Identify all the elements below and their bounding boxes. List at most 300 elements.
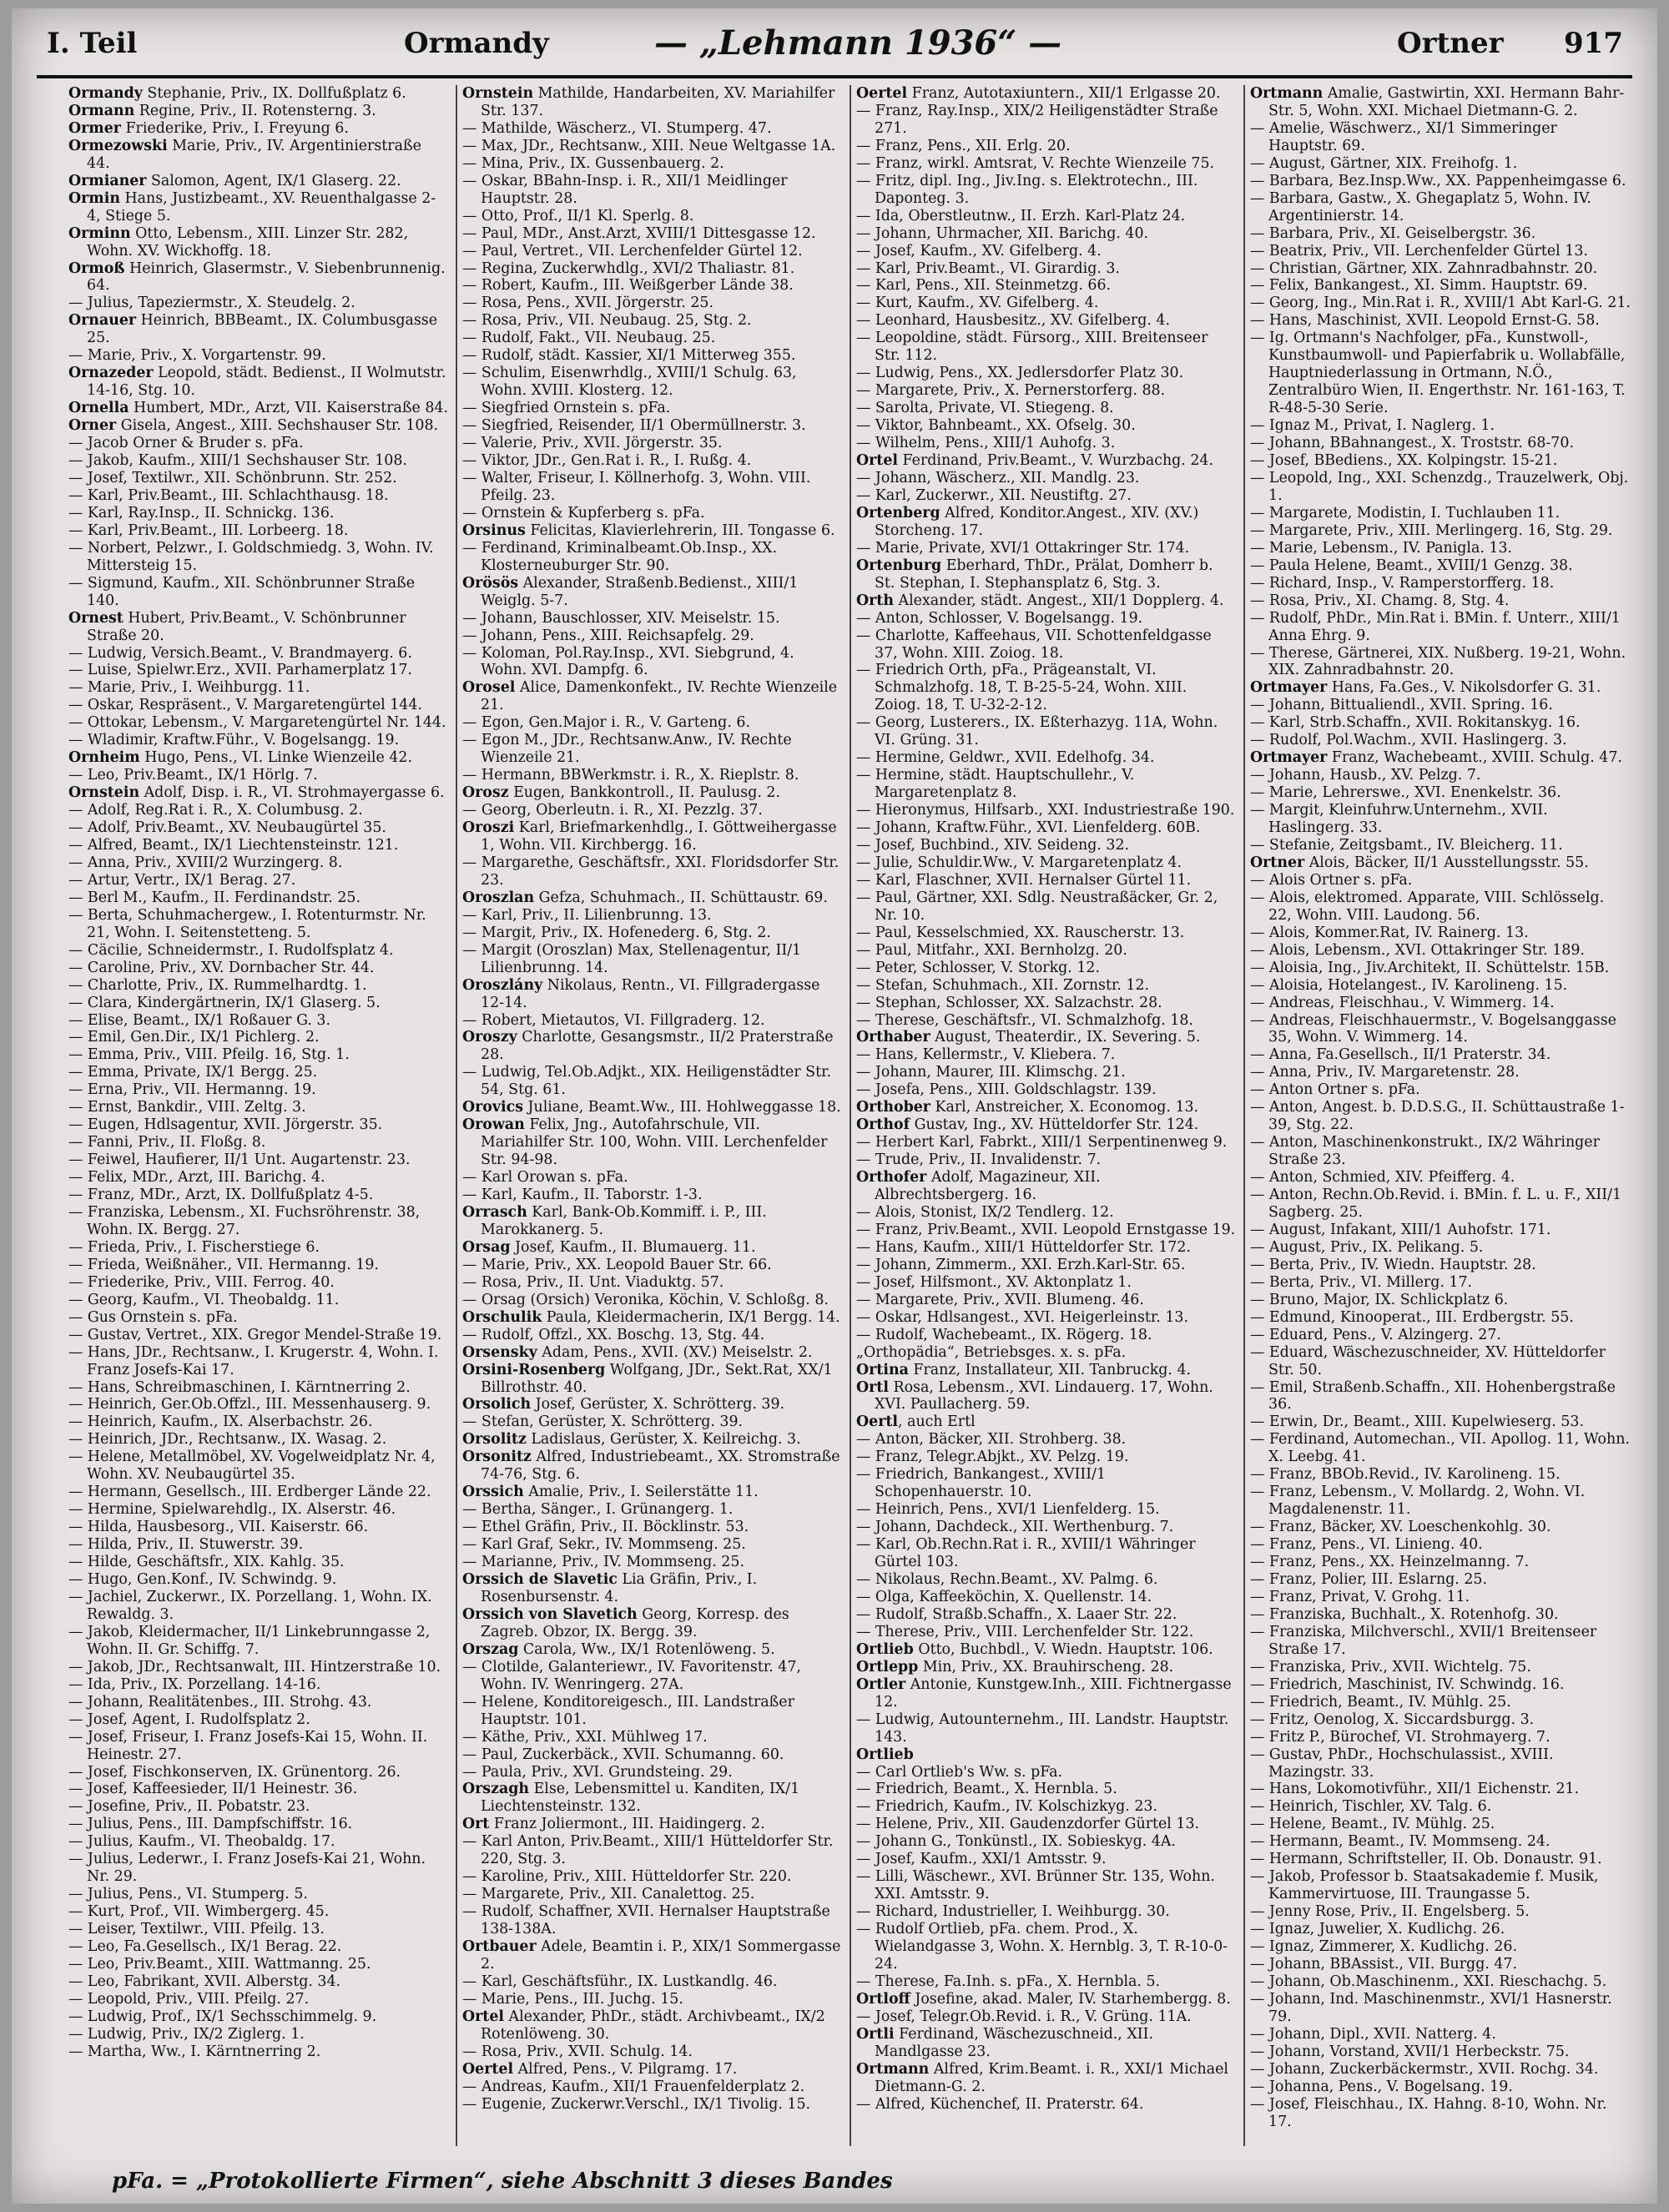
directory-entry: [1250, 1274, 1631, 1292]
entry-text: — Luise, Spielwr.Erz., XVII. Parhamerplatz 17.: [68, 662, 412, 679]
entry-text: — Schulim, Eisenwrhdlg., XVIII/1 Schulg. 63, Wohn. XVIII. Klosterg. 12.: [462, 365, 797, 400]
directory-entry: [462, 225, 843, 243]
directory-entry: [68, 1554, 449, 1571]
directory-entry: [462, 1641, 843, 1659]
directory-entry: [462, 802, 843, 819]
entry-text: — Georg, Lusterers., IX. Eßterhazyg. 11A, Wohn. VI. Grüng. 31.: [856, 714, 1218, 749]
entry-text: — Hugo, Gen.Konf., IV. Schwindg. 9.: [68, 1571, 337, 1589]
entry-surname: Ortenberg: [856, 504, 940, 522]
entry-surname: Ortlepp: [856, 1658, 919, 1675]
directory-entry: [462, 1099, 843, 1116]
entry-text: — Max, JDr., Rechtsanw., XIII. Neue Weltgasse 1A.: [462, 137, 836, 154]
entry-text: — Stefan, Gerüster, X. Schrötterg. 39.: [462, 1413, 744, 1431]
directory-entry: [1250, 1729, 1631, 1746]
directory-entry: [68, 1676, 449, 1694]
directory-entry: [1250, 1711, 1631, 1729]
directory-entry: [462, 2096, 843, 2114]
directory-entry: [462, 1659, 843, 1694]
entry-text: — Paul, Vertret., VII. Lerchenfelder Gürtel 12.: [462, 242, 803, 259]
directory-entry: [68, 85, 449, 103]
entry-text: — Johann, Realitätenbes., III. Strohg. 43.: [68, 1693, 372, 1711]
directory-entry: [1250, 1676, 1631, 1694]
directory-entry: [462, 435, 843, 452]
entry-text: — Jacob Orner & Bruder s. pFa.: [68, 435, 304, 452]
directory-entry: [462, 1746, 843, 1764]
directory-entry: [1250, 505, 1631, 522]
directory-entry: [856, 610, 1237, 627]
entry-text: — Gustav, Vertret., XIX. Gregor Mendel-Straße 19.: [68, 1326, 442, 1343]
directory-entry: [1250, 732, 1631, 749]
entry-text: — Rosa, Priv., XI. Chamg. 8, Stg. 4.: [1250, 592, 1510, 609]
entry-text: — Therese, Gärtnerei, XIX. Nußberg. 19-21, Wohn. XIX. Zahnradbahnstr. 20.: [1250, 644, 1626, 679]
entry-text: — Marie, Priv., X. Vorgartenstr. 99.: [68, 347, 326, 365]
entry-text: — Franz, BBOb.Revid., IV. Karolineng. 15.: [1250, 1466, 1561, 1484]
directory-entry: [68, 714, 449, 732]
directory-entry: [1250, 2078, 1631, 2096]
directory-entry: [68, 1764, 449, 1781]
directory-entry: [856, 889, 1237, 925]
entry-text: — Charlotte, Priv., IX. Rummelhardtg. 1.: [68, 976, 367, 994]
directory-entry: [856, 1711, 1237, 1746]
entry-text: — Ludwig, Priv., IX/2 Ziglerg. 1.: [68, 2025, 305, 2043]
entry-text: — Aloisia, Hotelangest., IV. Karolineng. 15.: [1250, 976, 1568, 994]
entry-text: — Beatrix, Priv., VII. Lerchenfelder Gürtel 13.: [1250, 242, 1588, 259]
directory-entry: [68, 1169, 449, 1187]
directory-entry: [68, 540, 449, 575]
directory-entry: [68, 1396, 449, 1413]
directory-entry: [462, 767, 843, 784]
directory-entry: [462, 1833, 843, 1868]
entry-text: — Franz, Lebensm., V. Mollardg. 2, Wohn. VI. Magdalenenstr. 11.: [1250, 1484, 1586, 1519]
entry-text: — Jakob, Kleidermacher, II/1 Linkebrunngasse 2, Wohn. II. Gr. Schiffg. 7.: [68, 1623, 431, 1658]
entry-surname: Ort: [462, 1816, 490, 1833]
entry-text: — Paul, Kesselschmied, XX. Rauscherstr. 13.: [856, 924, 1185, 941]
directory-entry: [462, 2043, 843, 2061]
directory-entry: [1250, 960, 1631, 977]
entry-surname: Ormin: [68, 189, 120, 207]
directory-entry: [1250, 1868, 1631, 1903]
directory-entry: [68, 1099, 449, 1116]
directory-entry: [856, 2096, 1237, 2114]
directory-entry: [68, 1536, 449, 1554]
entry-text: — Artur, Vertr., IX/1 Berag. 27.: [68, 871, 296, 889]
entry-text: Felix, Jng., Autofahrschule, VII. Mariahilfer Str. 100, Wohn. VIII. Lerchenfelder Str. 94-98.: [481, 1116, 828, 1169]
entry-text: — Franz, Polier, III. Eslarng. 25.: [1250, 1571, 1487, 1589]
entry-text: Mathilde, Handarbeiten, XV. Mariahilfer Str. 137.: [481, 85, 835, 119]
entry-text: Carola, Ww., IX/1 Rotenlöweng. 5.: [518, 1640, 775, 1658]
directory-entry: [856, 1116, 1237, 1134]
entry-text: — Gustav, PhDr., Hochschulassist., XVIII. Mazingstr. 33.: [1250, 1746, 1554, 1781]
directory-entry: [462, 714, 843, 732]
entry-text: Karl, Anstreicher, X. Economog. 13.: [930, 1099, 1199, 1116]
directory-entry: [68, 1081, 449, 1099]
directory-entry: [462, 1536, 843, 1554]
directory-entry: [68, 1938, 449, 1956]
directory-entry: [68, 1659, 449, 1676]
directory-entry: [68, 347, 449, 365]
entry-text: — Berta, Priv., VI. Millerg. 17.: [1250, 1273, 1473, 1291]
entry-text: — Andreas, Kaufm., XII/1 Frauenfelderplatz 2.: [462, 2078, 805, 2095]
directory-entry: [68, 225, 449, 260]
directory-entry: [462, 645, 843, 680]
entry-text: — Johann G., Tonkünstl., IX. Sobieskyg. 4A.: [856, 1833, 1176, 1851]
column-1: [68, 85, 449, 2171]
directory-entry: [68, 1519, 449, 1536]
directory-entry: [856, 277, 1237, 295]
entry-text: Nikolaus, Rentn., VI. Fillgradergasse 12-14.: [481, 976, 820, 1011]
entry-text: — Karl, Priv.Beamt., III. Lorbeerg. 18.: [68, 522, 349, 539]
entry-text: Charlotte, Gesangsmstr., II/2 Praterstraße 28.: [481, 1029, 834, 1064]
entry-text: Franz Joliermont., III. Haidingerg. 2.: [489, 1816, 765, 1833]
entry-surname: Orthaber: [856, 1029, 930, 1046]
entry-text: — Martha, Ww., I. Kärntnerring 2.: [68, 2043, 321, 2060]
entry-text: — Jakob, Kaufm., XIII/1 Sechshauser Str. 108.: [68, 452, 407, 470]
directory-entry: [462, 907, 843, 925]
entry-text: Salomon, Agent, IX/1 Glaserg. 22.: [146, 172, 401, 189]
directory-entry: [1250, 977, 1631, 995]
running-title: — „Lehmann 1936“ —: [654, 23, 1062, 63]
directory-entry: [462, 1991, 843, 2008]
directory-entry: [1250, 1798, 1631, 1816]
entry-text: — Hilda, Hausbesorg., VII. Kaiserstr. 66.: [68, 1519, 369, 1536]
directory-entry: [1250, 243, 1631, 260]
entry-text: — Margarete, Priv., XIII. Merlingerg. 16, Stg. 29.: [1250, 522, 1613, 539]
entry-text: — Julie, Schuldir.Ww., V. Margaretenplatz 4.: [856, 854, 1182, 871]
directory-entry: [68, 995, 449, 1012]
entry-text: — Johann, BBahnangest., X. Troststr. 68-70.: [1250, 435, 1574, 452]
entry-text: — Anton, Schmied, XIV. Pfeifferg. 4.: [1250, 1169, 1515, 1187]
entry-text: — Jakob, JDr., Rechtsanwalt, III. Hintzerstraße 10.: [68, 1658, 441, 1675]
entry-surname: Ornauer: [68, 312, 137, 330]
directory-entry: [68, 1798, 449, 1816]
entry-text: — Georg, Oberleutn. i. R., XI. Pezzlg. 37.: [462, 802, 763, 819]
directory-entry: [856, 1903, 1237, 1921]
directory-entry: [68, 1379, 449, 1397]
entry-text: — Hermine, Geldwr., XVII. Edelhofg. 34.: [856, 749, 1155, 767]
entry-text: — Hilda, Priv., II. Stuwerstr. 39.: [68, 1536, 304, 1554]
directory-entry: [1250, 85, 1631, 120]
entry-text: — Franz, Pens., VI. Linieng. 40.: [1250, 1536, 1483, 1554]
directory-entry: [856, 925, 1237, 942]
entry-text: Gefza, Schuhmach., II. Schüttaustr. 69.: [534, 889, 828, 906]
directory-entry: [1250, 1379, 1631, 1414]
entry-text: — Paul, Mitfahr., XXI. Bernholzg. 20.: [856, 941, 1127, 959]
directory-entry: [462, 1938, 843, 1973]
entry-text: Adele, Beamtin i. P., XIX/1 Sommergasse 2.: [481, 1938, 841, 1973]
entry-text: — Johann, Dachdeck., XII. Werthenburg. 7.: [856, 1519, 1174, 1536]
directory-entry: [462, 1886, 843, 1903]
entry-text: — Karoline, Priv., XIII. Hütteldorfer Str. 220.: [462, 1868, 792, 1886]
directory-entry: [1250, 1571, 1631, 1589]
directory-entry: [68, 2008, 449, 2026]
entry-text: — Kurt, Prof., VII. Wimbergerg. 45.: [68, 1903, 330, 1921]
directory-entry: [856, 1991, 1237, 2008]
directory-entry: [856, 1169, 1237, 1204]
entry-text: — Ludwig, Tel.Ob.Adjkt., XIX. Heiligenstädter Str. 54, Stg. 61.: [462, 1064, 831, 1099]
directory-entry: [68, 1921, 449, 1938]
entry-surname: Ormoß: [68, 259, 125, 277]
directory-entry: [1250, 767, 1631, 784]
directory-entry: [1250, 1816, 1631, 1833]
entry-text: — Berta, Schuhmachergew., I. Rotenturmstr. Nr. 21, Wohn. I. Seitenstetteng. 5.: [68, 906, 426, 941]
directory-entry: [462, 1116, 843, 1169]
entry-surname: Orth: [856, 592, 894, 609]
directory-entry: [68, 1064, 449, 1081]
entry-text: — Karl Orowan s. pFa.: [462, 1169, 628, 1187]
directory-entry: [856, 1292, 1237, 1309]
entry-surname: Orsensky: [462, 1343, 537, 1361]
entry-text: — Johann, Bauschlosser, XIV. Meiselstr. 15.: [462, 609, 780, 627]
entry-text: — Emil, Gen.Dir., IX/1 Pichlerg. 2.: [68, 1029, 320, 1046]
directory-entry: [1250, 155, 1631, 173]
entry-text: — Käthe, Priv., XXI. Mühlweg 17.: [462, 1728, 708, 1746]
directory-entry: [856, 85, 1237, 103]
directory-entry: [1250, 330, 1631, 417]
directory-entry: [462, 1973, 843, 1991]
entry-text: Georg, Korresp. des Zagreb. Obzor, IX. Bergg. 39.: [481, 1605, 789, 1640]
directory-entry: [856, 1344, 1237, 1362]
entry-text: — Marie, Private, XVI/1 Ottakringer Str. 174.: [856, 539, 1190, 557]
directory-entry: [462, 1571, 843, 1606]
directory-entry: [462, 1396, 843, 1413]
entry-text: Humbert, MDr., Arzt, VII. Kaiserstraße 84.: [129, 400, 448, 417]
entry-surname: Oroszlan: [462, 889, 535, 906]
directory-entry: [68, 749, 449, 767]
entry-text: Franz, Autotaxiuntern., XII/1 Erlgasse 20.: [907, 85, 1221, 102]
entry-surname: Ortmayer: [1250, 679, 1328, 697]
entry-text: — Josef, Buchbind., XIV. Seideng. 32.: [856, 836, 1130, 854]
entry-text: — Barbara, Gastw., X. Ghegaplatz 5, Wohn. IV. Argentinierstr. 14.: [1250, 189, 1591, 224]
directory-entry: [856, 173, 1237, 208]
entry-surname: Ortler: [856, 1675, 906, 1693]
entry-text: — Paul, MDr., Anst.Arzt, XVIII/1 Dittesgasse 12.: [462, 224, 816, 242]
entry-text: Otto, Lebensm., XIII. Linzer Str. 282, Wohn. XV. Wickhoffg. 18.: [87, 224, 409, 259]
directory-entry: [68, 1501, 449, 1519]
entry-text: — Erwin, Dr., Beamt., XIII. Kupelwieserg. 53.: [1250, 1413, 1585, 1431]
entry-text: — Cäcilie, Schneidermstr., I. Rudolfsplatz 4.: [68, 941, 394, 959]
entry-text: — Kurt, Kaufm., XV. Gifelberg. 4.: [856, 295, 1099, 312]
directory-entry: [856, 1151, 1237, 1169]
entry-text: — Rudolf Ortlieb, pFa. chem. Prod., X. Wielandgasse 3, Wohn. X. Hernblg. 3, T. R-10-0-24.: [856, 1921, 1228, 1973]
entry-text: — Margarethe, Geschäftsfr., XXI. Floridsdorfer Str. 23.: [462, 854, 840, 889]
directory-entry: [856, 470, 1237, 487]
directory-entry: [68, 365, 449, 400]
directory-entry: [68, 1046, 449, 1064]
entry-text: — Helene, Priv., XII. Gaudenzdorfer Gürtel 13.: [856, 1816, 1200, 1833]
entry-text: — Johanna, Pens., V. Bogelsang. 19.: [1250, 2078, 1513, 2095]
entry-text: — Karl, Ray.Insp., II. Schnickg. 136.: [68, 504, 335, 522]
entry-text: Wolfgang, JDr., Sekt.Rat, XX/1 Billrothstr. 40.: [481, 1361, 833, 1396]
entry-surname: Ortlieb: [856, 1640, 914, 1658]
entry-text: — Rudolf, Pol.Wachm., XVII. Haslingerg. 3.: [1250, 732, 1567, 749]
column-divider: [1243, 85, 1245, 2146]
entry-text: — August, Priv., IX. Pelikang. 5.: [1250, 1238, 1484, 1256]
directory-entry: [68, 1151, 449, 1169]
entry-text: — Hans, JDr., Rechtsanw., I. Krugerstr. 4, Wohn. I. Franz Josefs-Kai 17.: [68, 1343, 439, 1378]
entry-text: — Rosa, Pens., XVII. Jörgerstr. 25.: [462, 295, 714, 312]
directory-entry: [856, 1641, 1237, 1659]
directory-entry: [462, 1431, 843, 1449]
directory-entry: [856, 1519, 1237, 1536]
entry-surname: Ortenburg: [856, 557, 942, 574]
directory-entry: [462, 1413, 843, 1431]
entry-text: — Robert, Kaufm., III. Weißgerber Lände 38.: [462, 277, 794, 295]
entry-text: Hugo, Pens., VI. Linke Wienzeile 42.: [139, 749, 412, 767]
entry-text: — Anton, Rechn.Ob.Revid. i. BMin. f. L. u. F., XII/1 Sagberg. 25.: [1250, 1187, 1622, 1221]
directory-entry: [1250, 1519, 1631, 1536]
entry-surname: Ortel: [462, 2008, 505, 2025]
directory-entry: [1250, 889, 1631, 925]
entry-text: — Marie, Priv., XX. Leopold Bauer Str. 66.: [462, 1256, 772, 1273]
directory-entry: [1250, 1833, 1631, 1851]
directory-entry: [1250, 837, 1631, 854]
directory-entry: [68, 1973, 449, 1991]
entry-text: — Rudolf, Straßb.Schaffn., X. Laaer Str. 22.: [856, 1605, 1177, 1623]
directory-entry: [462, 2008, 843, 2043]
directory-entry: [1250, 1099, 1631, 1134]
directory-entry: [856, 1868, 1237, 1903]
directory-entry: [68, 190, 449, 225]
entry-text: — Rosa, Priv., II. Unt. Viaduktg. 57.: [462, 1273, 724, 1291]
directory-entry: [68, 1886, 449, 1903]
directory-entry: [856, 138, 1237, 155]
directory-entry: [856, 749, 1237, 767]
directory-entry: [68, 312, 449, 347]
directory-entry: [856, 977, 1237, 995]
entry-text: — Marie, Lehrerswe., XVI. Enenkelstr. 36.: [1250, 784, 1561, 802]
directory-entry: [1250, 1081, 1631, 1099]
entry-text: — Egon, Gen.Major i. R., V. Garteng. 6.: [462, 714, 750, 732]
entry-text: — Anton, Schlosser, V. Bogelsangg. 19.: [856, 609, 1143, 627]
entry-surname: Ortbauer: [462, 1938, 537, 1956]
entry-text: Felicitas, Klavierlehrerin, III. Tongasse 6.: [525, 522, 835, 539]
directory-entry: [68, 819, 449, 837]
directory-entry: [856, 837, 1237, 854]
directory-entry: [68, 610, 449, 645]
entry-text: — Peter, Schlosser, V. Storkg. 12.: [856, 959, 1100, 976]
directory-entry: [856, 854, 1237, 872]
entry-surname: Orösös: [462, 574, 519, 592]
entry-text: — Anton Ortner s. pFa.: [1250, 1081, 1420, 1099]
directory-entry: [68, 435, 449, 452]
entry-text: — Alfred, Küchenchef, II. Praterstr. 64.: [856, 2095, 1144, 2113]
directory-entry: [1250, 1046, 1631, 1064]
directory-entry: [1250, 1239, 1631, 1257]
entry-surname: Ornazeder: [68, 365, 154, 382]
directory-entry: [1250, 225, 1631, 243]
entry-text: — Jakob, Professor b. Staatsakademie f. Musik, Kammervirtuose, III. Traungasse 5.: [1250, 1868, 1599, 1903]
directory-entry: [1250, 1624, 1631, 1659]
entry-surname: Ormianer: [68, 172, 147, 189]
entry-text: Antonie, Kunstgew.Inh., XIII. Fichtnergasse 12.: [875, 1675, 1232, 1711]
entry-text: Alfred, Konditor.Angest., XIV. (XV.) Storcheng. 17.: [875, 504, 1199, 539]
directory-entry: [856, 1833, 1237, 1851]
entry-surname: Orsini-Rosenberg: [462, 1361, 606, 1378]
directory-entry: [1250, 452, 1631, 470]
directory-entry: [856, 225, 1237, 243]
entry-text: Hubert, Priv.Beamt., V. Schönbrunner Straße 20.: [87, 609, 406, 644]
entry-text: — Eugenie, Zuckerwr.Verschl., IX/1 Tivolig. 15.: [462, 2095, 811, 2113]
entry-text: — Leo, Priv.Beamt., XIII. Wattmanng. 25.: [68, 1955, 371, 1973]
entry-text: — Rudolf, städt. Kassier, XI/1 Mitterweg 355.: [462, 347, 796, 365]
directory-entry: [856, 435, 1237, 452]
directory-entry: [68, 1694, 449, 1711]
entry-text: — Johann, Hausb., XV. Pelzg. 7.: [1250, 767, 1481, 784]
entry-text: Hans, Justizbeamt., XV. Reuenthalgasse 2-4, Stiege 5.: [87, 189, 436, 224]
entry-text: — Ignaz, Zimmerer, X. Kudlichg. 26.: [1250, 1938, 1517, 1956]
entry-text: — Karl, Priv.Beamt., III. Schlachthausg. 18.: [68, 486, 389, 504]
directory-entry: [462, 1362, 843, 1397]
directory-entry: [1250, 1694, 1631, 1711]
footer-note: pFa. = „Protokollierte Firmen“, siehe Abschnitt 3 dieses Bandes: [112, 2169, 893, 2194]
directory-entry: [68, 1116, 449, 1134]
directory-entry: [856, 960, 1237, 977]
directory-entry: [856, 995, 1237, 1012]
directory-entry: [68, 872, 449, 889]
directory-entry: [462, 610, 843, 627]
entry-surname: Ornstein: [462, 85, 534, 102]
entry-text: — Hans, Schreibmaschinen, I. Kärntnerring 2.: [68, 1378, 411, 1396]
entry-text: — Margarete, Modistin, I. Tuchlauben 11.: [1250, 504, 1561, 522]
entry-text: — Ottokar, Lebensm., V. Margaretengürtel Nr. 144.: [68, 714, 446, 732]
entry-surname: Ortel: [856, 452, 899, 470]
directory-entry: [856, 1589, 1237, 1606]
directory-entry: [68, 889, 449, 907]
directory-entry: [1250, 1327, 1631, 1344]
directory-entry: [1250, 2061, 1631, 2078]
entry-text: — Orsag (Orsich) Veronika, Köchin, V. Schloßg. 8.: [462, 1291, 829, 1308]
entry-text: — Franziska, Priv., XVII. Wichtelg. 75.: [1250, 1658, 1531, 1675]
entry-text: — Franz, Ray.Insp., XIX/2 Heiligenstädter Straße 271.: [856, 102, 1218, 137]
directory-entry: [462, 312, 843, 330]
entry-text: — Alois, Lebensm., XVI. Ottakringer Str. 189.: [1250, 941, 1585, 959]
entry-text: — Adolf, Priv.Beamt., XV. Neubaugürtel 35.: [68, 819, 386, 837]
entry-text: — Julius, Kaufm., VI. Theobaldg. 17.: [68, 1833, 335, 1851]
directory-entry: [462, 819, 843, 854]
entry-text: — Karl, Ob.Rechn.Rat i. R., XVIII/1 Währinger Gürtel 103.: [856, 1536, 1196, 1571]
entry-text: — Adolf, Reg.Rat i. R., X. Columbusg. 2.: [68, 802, 363, 819]
entry-text: Alfred, Industriebeamt., XX. Stromstraße 74-76, Stg. 6.: [481, 1449, 840, 1484]
directory-entry: [68, 942, 449, 960]
entry-text: — Fritz, dipl. Ing., Jiv.Ing. s. Elektrotechn., III. Daponteg. 3.: [856, 172, 1198, 207]
entry-text: — Hermann, Gesellsch., III. Erdberger Lände 22.: [68, 1484, 431, 1501]
directory-entry: [68, 1833, 449, 1851]
entry-text: — Oskar, Hdlsangest., XVI. Heigerleinstr. 13.: [856, 1308, 1189, 1326]
directory-entry: [1250, 1991, 1631, 2026]
entry-text: — Johann, Uhrmacher, XII. Barichg. 40.: [856, 224, 1149, 242]
entry-text: — Johann, Maurer, III. Klimschg. 21.: [856, 1064, 1126, 1081]
entry-text: — Robert, Mietautos, VI. Fillgraderg. 12.: [462, 1011, 765, 1029]
directory-entry: [856, 1064, 1237, 1081]
directory-entry: [68, 1903, 449, 1921]
column-divider: [850, 85, 851, 2146]
entry-surname: Orrasch: [462, 1204, 527, 1221]
entry-text: Alois, Bäcker, II/1 Ausstellungsstr. 55.: [1304, 854, 1589, 871]
directory-entry: [1250, 1746, 1631, 1781]
entry-text: — Norbert, Pelzwr., I. Goldschmiedg. 3, Wohn. IV. Mittersteig 15.: [68, 539, 434, 574]
entry-text: — Berl M., Kaufm., II. Ferdinandstr. 25.: [68, 889, 361, 906]
directory-entry: [462, 679, 843, 714]
entry-text: — Leo, Fa.Gesellsch., IX/1 Berag. 22.: [68, 1938, 342, 1956]
entry-text: — Heinrich, Tischler, XV. Talg. 6.: [1250, 1798, 1492, 1816]
directory-entry: [1250, 417, 1631, 435]
entry-text: — Alois, elektromed. Apparate, VIII. Schlösselg. 22, Wohn. VIII. Laudong. 56.: [1250, 889, 1605, 924]
header-rule: [37, 75, 1632, 78]
directory-entry: [68, 697, 449, 714]
directory-entry: [856, 767, 1237, 802]
entry-text: — Leiser, Textilwr., VIII. Pfeilg. 13.: [68, 1921, 325, 1938]
directory-entry: [462, 155, 843, 173]
